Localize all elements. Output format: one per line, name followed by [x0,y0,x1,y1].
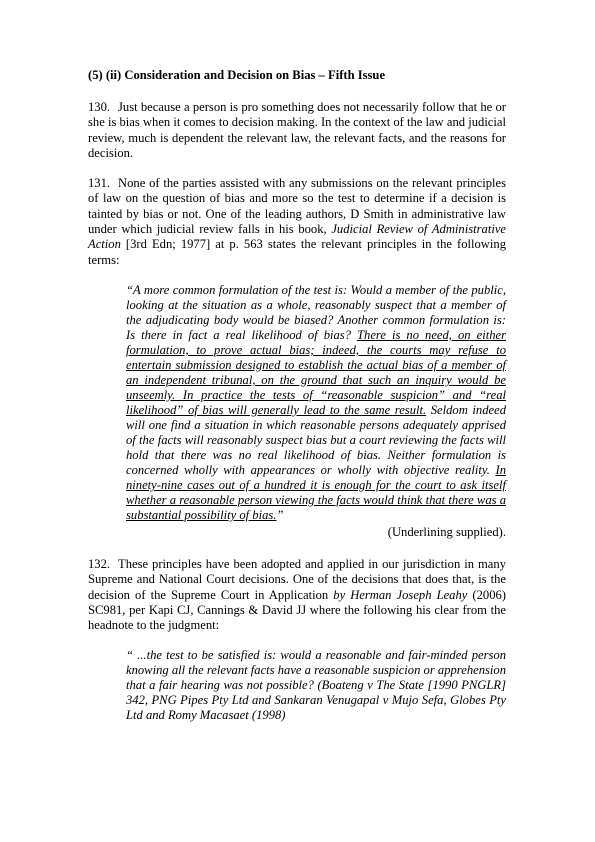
paragraph-132 [88,557,506,633]
paragraph-text: Just because a person is pro something does not necessarily follow that he or she is bias when it comes to decision making. In the context of the law and judicial review, much is dependent the relevant law, the relevant facts, and the reasons for decision. [88,100,506,160]
section-heading: (5) (ii) Consideration and Decision on Bias – Fifth Issue [88,68,386,82]
block-quote-headnote: “ ...the test to be satisfied is: would a reasonable and fair-minded person knowing all the relevant facts have a reasonable suspicion or apprehension that a fair hearing was not possible? (Boateng v The State [1990 PNGLR] 342, PNG Pipes Pty Ltd and Sankaran Venugapal v Mujo Sefa, Globes Pty Ltd and Romy Macasaet (1998) [126,648,506,723]
underlined-quote-text: In ninety-nine cases out of a hundred it is enough for the court to ask itself whether a reasonable person viewing the facts would think that there was a substantial possibility of bias. [126,462,506,522]
paragraph-130 [88,100,506,161]
book-title: Judicial Review of Administrative Action [88,222,506,252]
underlining-supplied-note: (Underlining supplied). [387,524,506,539]
quote-text: Seldom indeed will one find a situation in which reasonable persons adequately apprised of the facts will reasonably suspect bias but a court reviewing the facts will hold that there was no real likelihood of bias. Neither formulation is concerned wholly with appearances or wholly with objective reality. [126,402,506,477]
quote-closing-mark: ” [276,507,284,522]
paragraph-text: These principles have been adopted and applied in our jurisdiction in many Supreme and National Court decisions. One of the decisions that does that, is the decision of the Supreme Court in Application [88,556,506,602]
paragraph-131 [88,176,506,268]
document-page [88,68,506,725]
paragraph-text: [3rd Edn; 1977] at p. 563 states the relevant principles in the following terms: [88,237,506,267]
quote-text: “A more common formulation of the test is: Would a member of the public, looking at the situation as a whole, reasonably suspect that a member of the adjudicating body would be biased? Another common formulation is: Is there in fact a real likelihood of bias? [126,282,506,342]
underlined-quote-text: There is no need, on either formulation, to prove actual bias; indeed, the courts may refuse to entertain submission designed to establish the actual bias of a member of an independent tribunal, on the ground that such an inquiry would be unseemly. In practice the tests of “reasonable suspicion” and “real likelihood” of bias will generally lead to the same result. [126,327,506,417]
paragraph-number: 131. [88,176,111,191]
paragraph-text: (2006) SC981, per Kapi CJ, Cannings & David JJ where the following his clear from the headnote to the judgment: [88,587,506,633]
case-name: by Herman Joseph Leahy [333,587,468,602]
block-quote-smith [126,283,506,523]
paragraph-number: 130. [88,100,111,114]
paragraph-text: None of the parties assisted with any submissions on the relevant principles of law on the question of bias and more so the test to determine if a decision is tainted by bias or not. One of the leading authors, D Smith in administrative law under which judicial review falls in his book, [88,176,506,237]
paragraph-number: 132. [88,556,111,571]
